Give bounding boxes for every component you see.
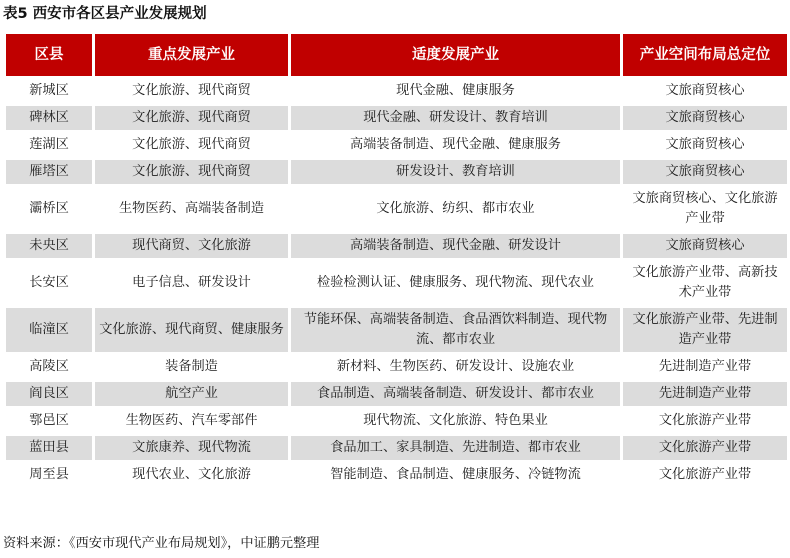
table-row [6, 106, 787, 130]
cell-positioning: 先进制造产业带 [623, 382, 787, 406]
cell-moderate-industries: 节能环保、高端装备制造、食品酒饮料制造、现代物流、都市农业 [291, 308, 620, 352]
cell-positioning: 文化旅游产业带、高新技术产业带 [623, 261, 787, 305]
table-row [6, 160, 787, 184]
cell-district: 高陵区 [6, 355, 92, 379]
cell-key-industries: 文化旅游、现代商贸 [95, 106, 288, 130]
industry-plan-table [3, 31, 790, 490]
table-row [6, 355, 787, 379]
table-row [6, 308, 787, 352]
header-row [6, 34, 787, 76]
cell-district: 碑林区 [6, 106, 92, 130]
cell-positioning: 文旅商贸核心 [623, 133, 787, 157]
cell-key-industries: 现代农业、文化旅游 [95, 463, 288, 487]
cell-key-industries: 文旅康养、现代物流 [95, 436, 288, 460]
cell-positioning: 文化旅游产业带 [623, 436, 787, 460]
cell-moderate-industries: 高端装备制造、现代金融、研发设计 [291, 234, 620, 258]
table-row [6, 79, 787, 103]
table-row [6, 463, 787, 487]
cell-district: 蓝田县 [6, 436, 92, 460]
header-spatial-positioning: 产业空间布局总定位 [623, 34, 787, 76]
cell-moderate-industries: 文化旅游、纺织、都市农业 [291, 187, 620, 231]
header-district: 区县 [6, 34, 92, 76]
cell-district: 临潼区 [6, 308, 92, 352]
cell-moderate-industries: 新材料、生物医药、研发设计、设施农业 [291, 355, 620, 379]
cell-positioning: 文旅商贸核心 [623, 234, 787, 258]
source-note: 资料来源：《西安市现代产业布局规划》，中证鹏元整理 [3, 536, 320, 551]
cell-moderate-industries: 检验检测认证、健康服务、现代物流、现代农业 [291, 261, 620, 305]
cell-district: 雁塔区 [6, 160, 92, 184]
table-row [6, 261, 787, 305]
cell-district: 莲湖区 [6, 133, 92, 157]
cell-district: 新城区 [6, 79, 92, 103]
cell-key-industries: 文化旅游、现代商贸 [95, 160, 288, 184]
cell-key-industries: 电子信息、研发设计 [95, 261, 288, 305]
cell-moderate-industries: 食品加工、家具制造、先进制造、都市农业 [291, 436, 620, 460]
cell-district: 周至县 [6, 463, 92, 487]
cell-moderate-industries: 现代金融、健康服务 [291, 79, 620, 103]
header-key-industries: 重点发展产业 [95, 34, 288, 76]
cell-district: 未央区 [6, 234, 92, 258]
cell-moderate-industries: 高端装备制造、现代金融、健康服务 [291, 133, 620, 157]
cell-key-industries: 文化旅游、现代商贸、健康服务 [95, 308, 288, 352]
cell-key-industries: 航空产业 [95, 382, 288, 406]
table-row [6, 133, 787, 157]
cell-positioning: 文化旅游产业带、先进制造产业带 [623, 308, 787, 352]
cell-district: 鄠邑区 [6, 409, 92, 433]
cell-district: 长安区 [6, 261, 92, 305]
header-moderate-industries: 适度发展产业 [291, 34, 620, 76]
cell-key-industries: 装备制造 [95, 355, 288, 379]
table-row [6, 436, 787, 460]
cell-positioning: 文化旅游产业带 [623, 409, 787, 433]
cell-positioning: 文旅商贸核心 [623, 79, 787, 103]
cell-moderate-industries: 智能制造、食品制造、健康服务、冷链物流 [291, 463, 620, 487]
cell-positioning: 文化旅游产业带 [623, 463, 787, 487]
cell-key-industries: 文化旅游、现代商贸 [95, 79, 288, 103]
table-title: 表5 西安市各区县产业发展规划 [3, 6, 207, 22]
table-row [6, 382, 787, 406]
cell-moderate-industries: 研发设计、教育培训 [291, 160, 620, 184]
cell-positioning: 文旅商贸核心、文化旅游产业带 [623, 187, 787, 231]
cell-key-industries: 生物医药、高端装备制造 [95, 187, 288, 231]
cell-moderate-industries: 现代物流、文化旅游、特色果业 [291, 409, 620, 433]
cell-key-industries: 文化旅游、现代商贸 [95, 133, 288, 157]
cell-moderate-industries: 现代金融、研发设计、教育培训 [291, 106, 620, 130]
cell-district: 灞桥区 [6, 187, 92, 231]
table-row [6, 234, 787, 258]
table-row [6, 409, 787, 433]
cell-moderate-industries: 食品制造、高端装备制造、研发设计、都市农业 [291, 382, 620, 406]
cell-key-industries: 现代商贸、文化旅游 [95, 234, 288, 258]
cell-positioning: 先进制造产业带 [623, 355, 787, 379]
table-row [6, 187, 787, 231]
cell-positioning: 文旅商贸核心 [623, 160, 787, 184]
cell-positioning: 文旅商贸核心 [623, 106, 787, 130]
cell-key-industries: 生物医药、汽车零部件 [95, 409, 288, 433]
cell-district: 阎良区 [6, 382, 92, 406]
